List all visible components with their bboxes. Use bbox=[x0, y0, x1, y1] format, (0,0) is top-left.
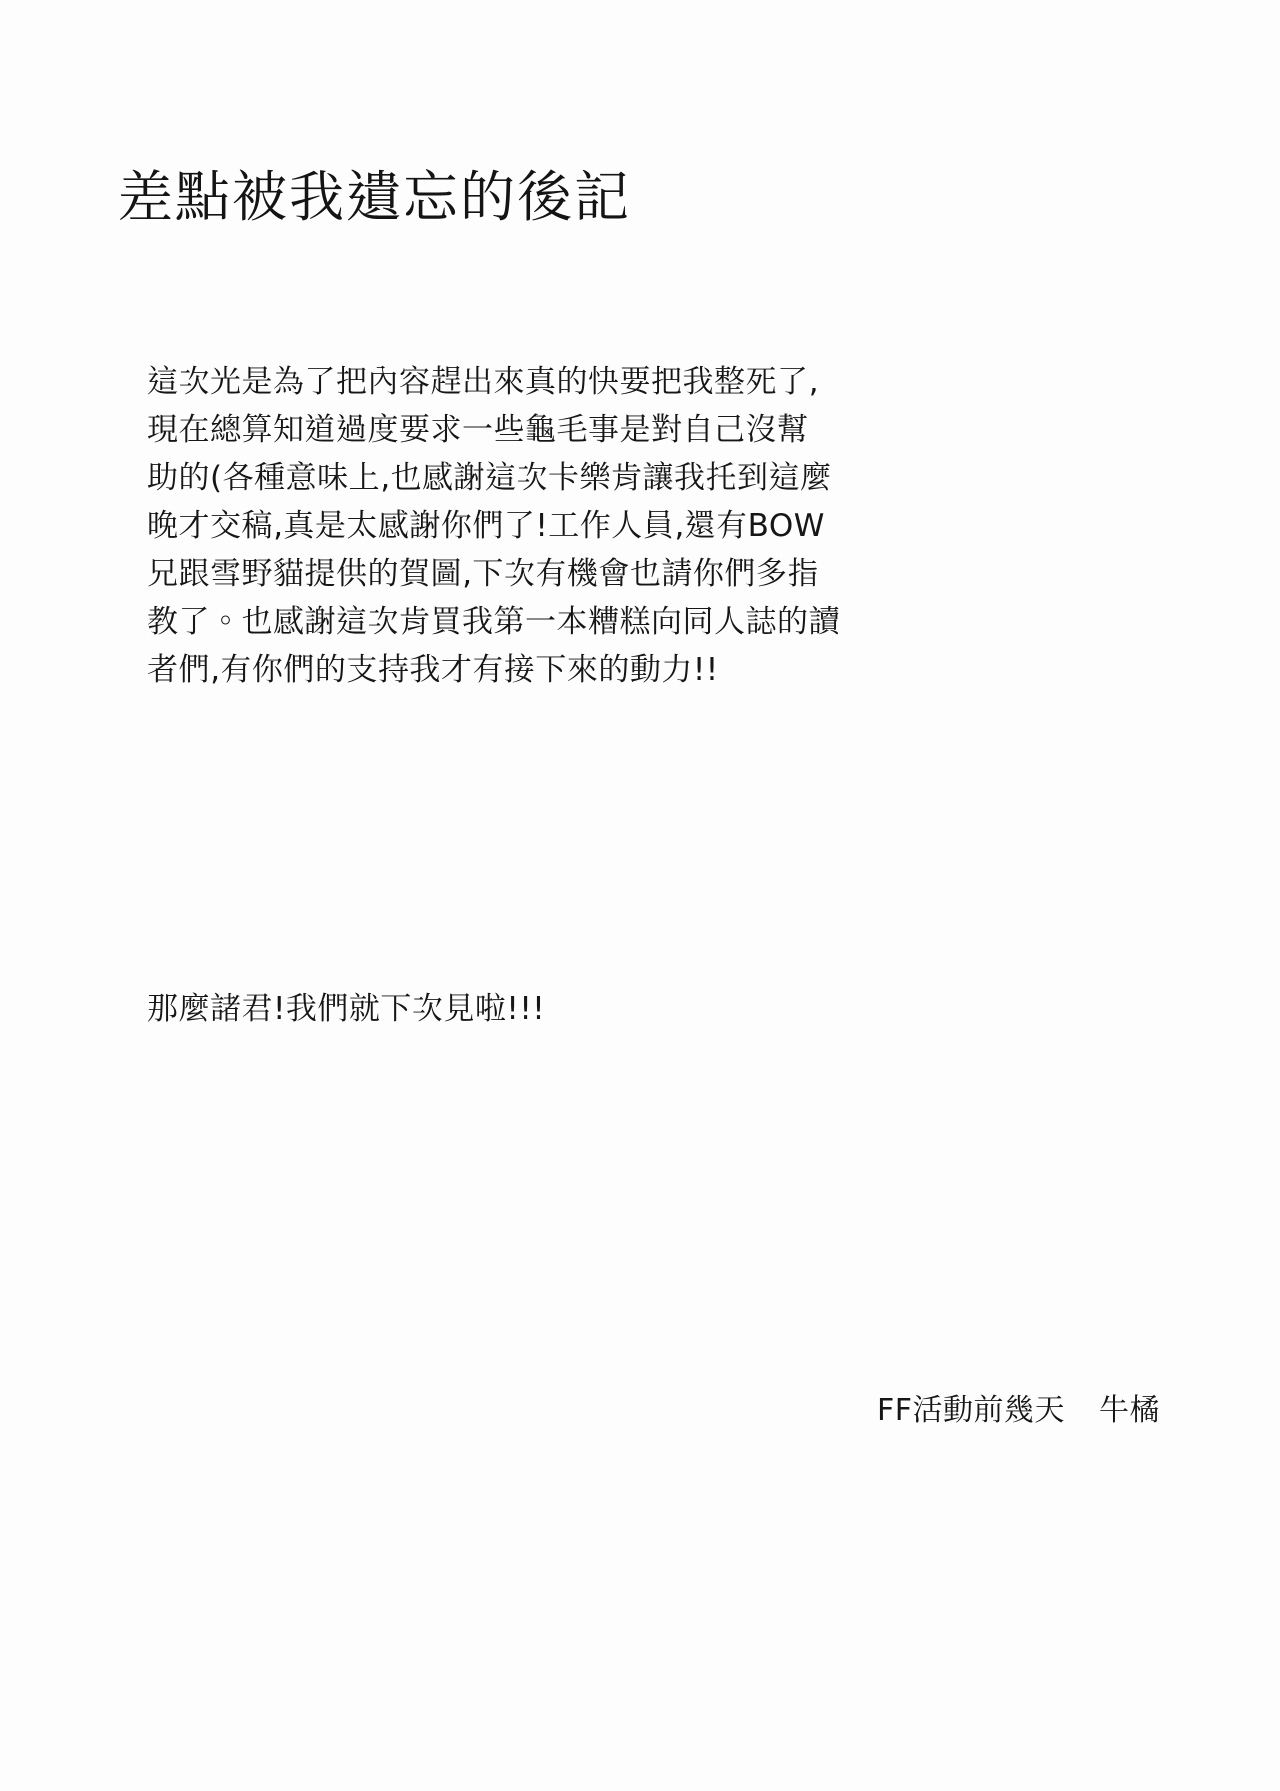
afterword-closing bbox=[147, 985, 807, 1033]
body-line: 助的(各種意味上‚也感謝這次卡樂肯讓我托到這麼 bbox=[147, 460, 832, 496]
closing-line: 那麼諸君!我們就下次見啦!!! bbox=[147, 991, 546, 1027]
body-line: 教了。也感謝這次肯買我第一本糟糕向同人誌的讀 bbox=[147, 604, 840, 640]
page-title: 差點被我遺忘的後記 bbox=[118, 164, 632, 229]
afterword-body bbox=[147, 358, 840, 694]
signature-author: 牛橘 bbox=[1099, 1393, 1160, 1428]
signature-date: FF活動前幾天 bbox=[876, 1393, 1065, 1428]
body-line: 晚才交稿‚真是太感謝你們了!工作人員‚還有BOW bbox=[147, 508, 825, 544]
body-line: 現在總算知道過度要求一些龜毛事是對自己沒幫 bbox=[147, 412, 809, 448]
signature-block bbox=[877, 1385, 1160, 1429]
body-line: 這次光是為了把內容趕出來真的快要把我整死了‚ bbox=[147, 364, 819, 400]
body-line: 者們‚有你們的支持我才有接下來的動力!! bbox=[147, 652, 719, 688]
body-line: 兄跟雪野貓提供的賀圖‚下次有機會也請你們多指 bbox=[147, 556, 819, 592]
